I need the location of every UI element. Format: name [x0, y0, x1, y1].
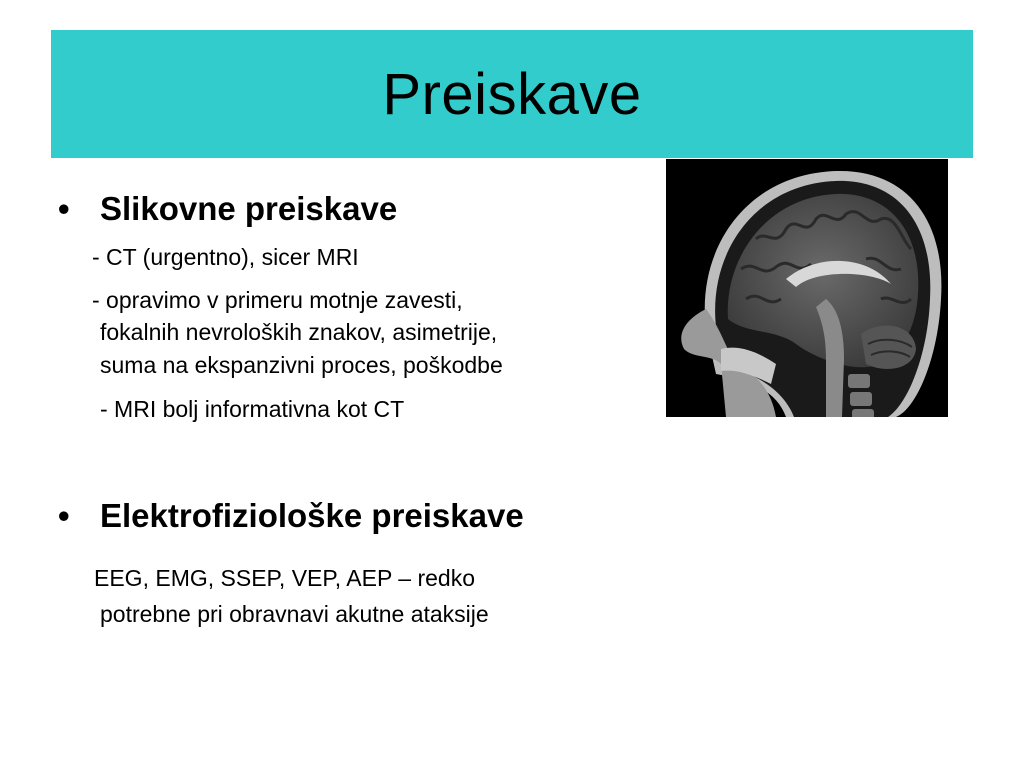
electro-line-2: potrebne pri obravnavi akutne ataksije — [100, 601, 489, 627]
heading-text: Elektrofiziološke preiskave — [100, 497, 524, 534]
imaging-line-3: fokalnih nevroloških znakov, asimetrije, — [100, 319, 498, 345]
bullet-dot: • — [58, 497, 70, 534]
electro-line-1: EEG, EMG, SSEP, VEP, AEP – redko — [94, 565, 475, 591]
brain-mri-icon — [666, 159, 948, 417]
slide-title: Preiskave — [382, 61, 642, 127]
section-heading-imaging — [58, 190, 397, 228]
section-heading-electrophysiology — [58, 497, 524, 535]
imaging-line-5: - MRI bolj informativna kot CT — [100, 396, 405, 422]
mri-image — [666, 159, 948, 417]
imaging-line-2: - opravimo v primeru motnje zavesti, — [92, 287, 463, 313]
bullet-dot: • — [58, 190, 70, 227]
imaging-line-1: - CT (urgentno), sicer MRI — [92, 244, 359, 270]
title-bar — [51, 30, 973, 158]
heading-text: Slikovne preiskave — [100, 190, 398, 227]
imaging-line-4: suma na ekspanzivni proces, poškodbe — [100, 352, 503, 378]
